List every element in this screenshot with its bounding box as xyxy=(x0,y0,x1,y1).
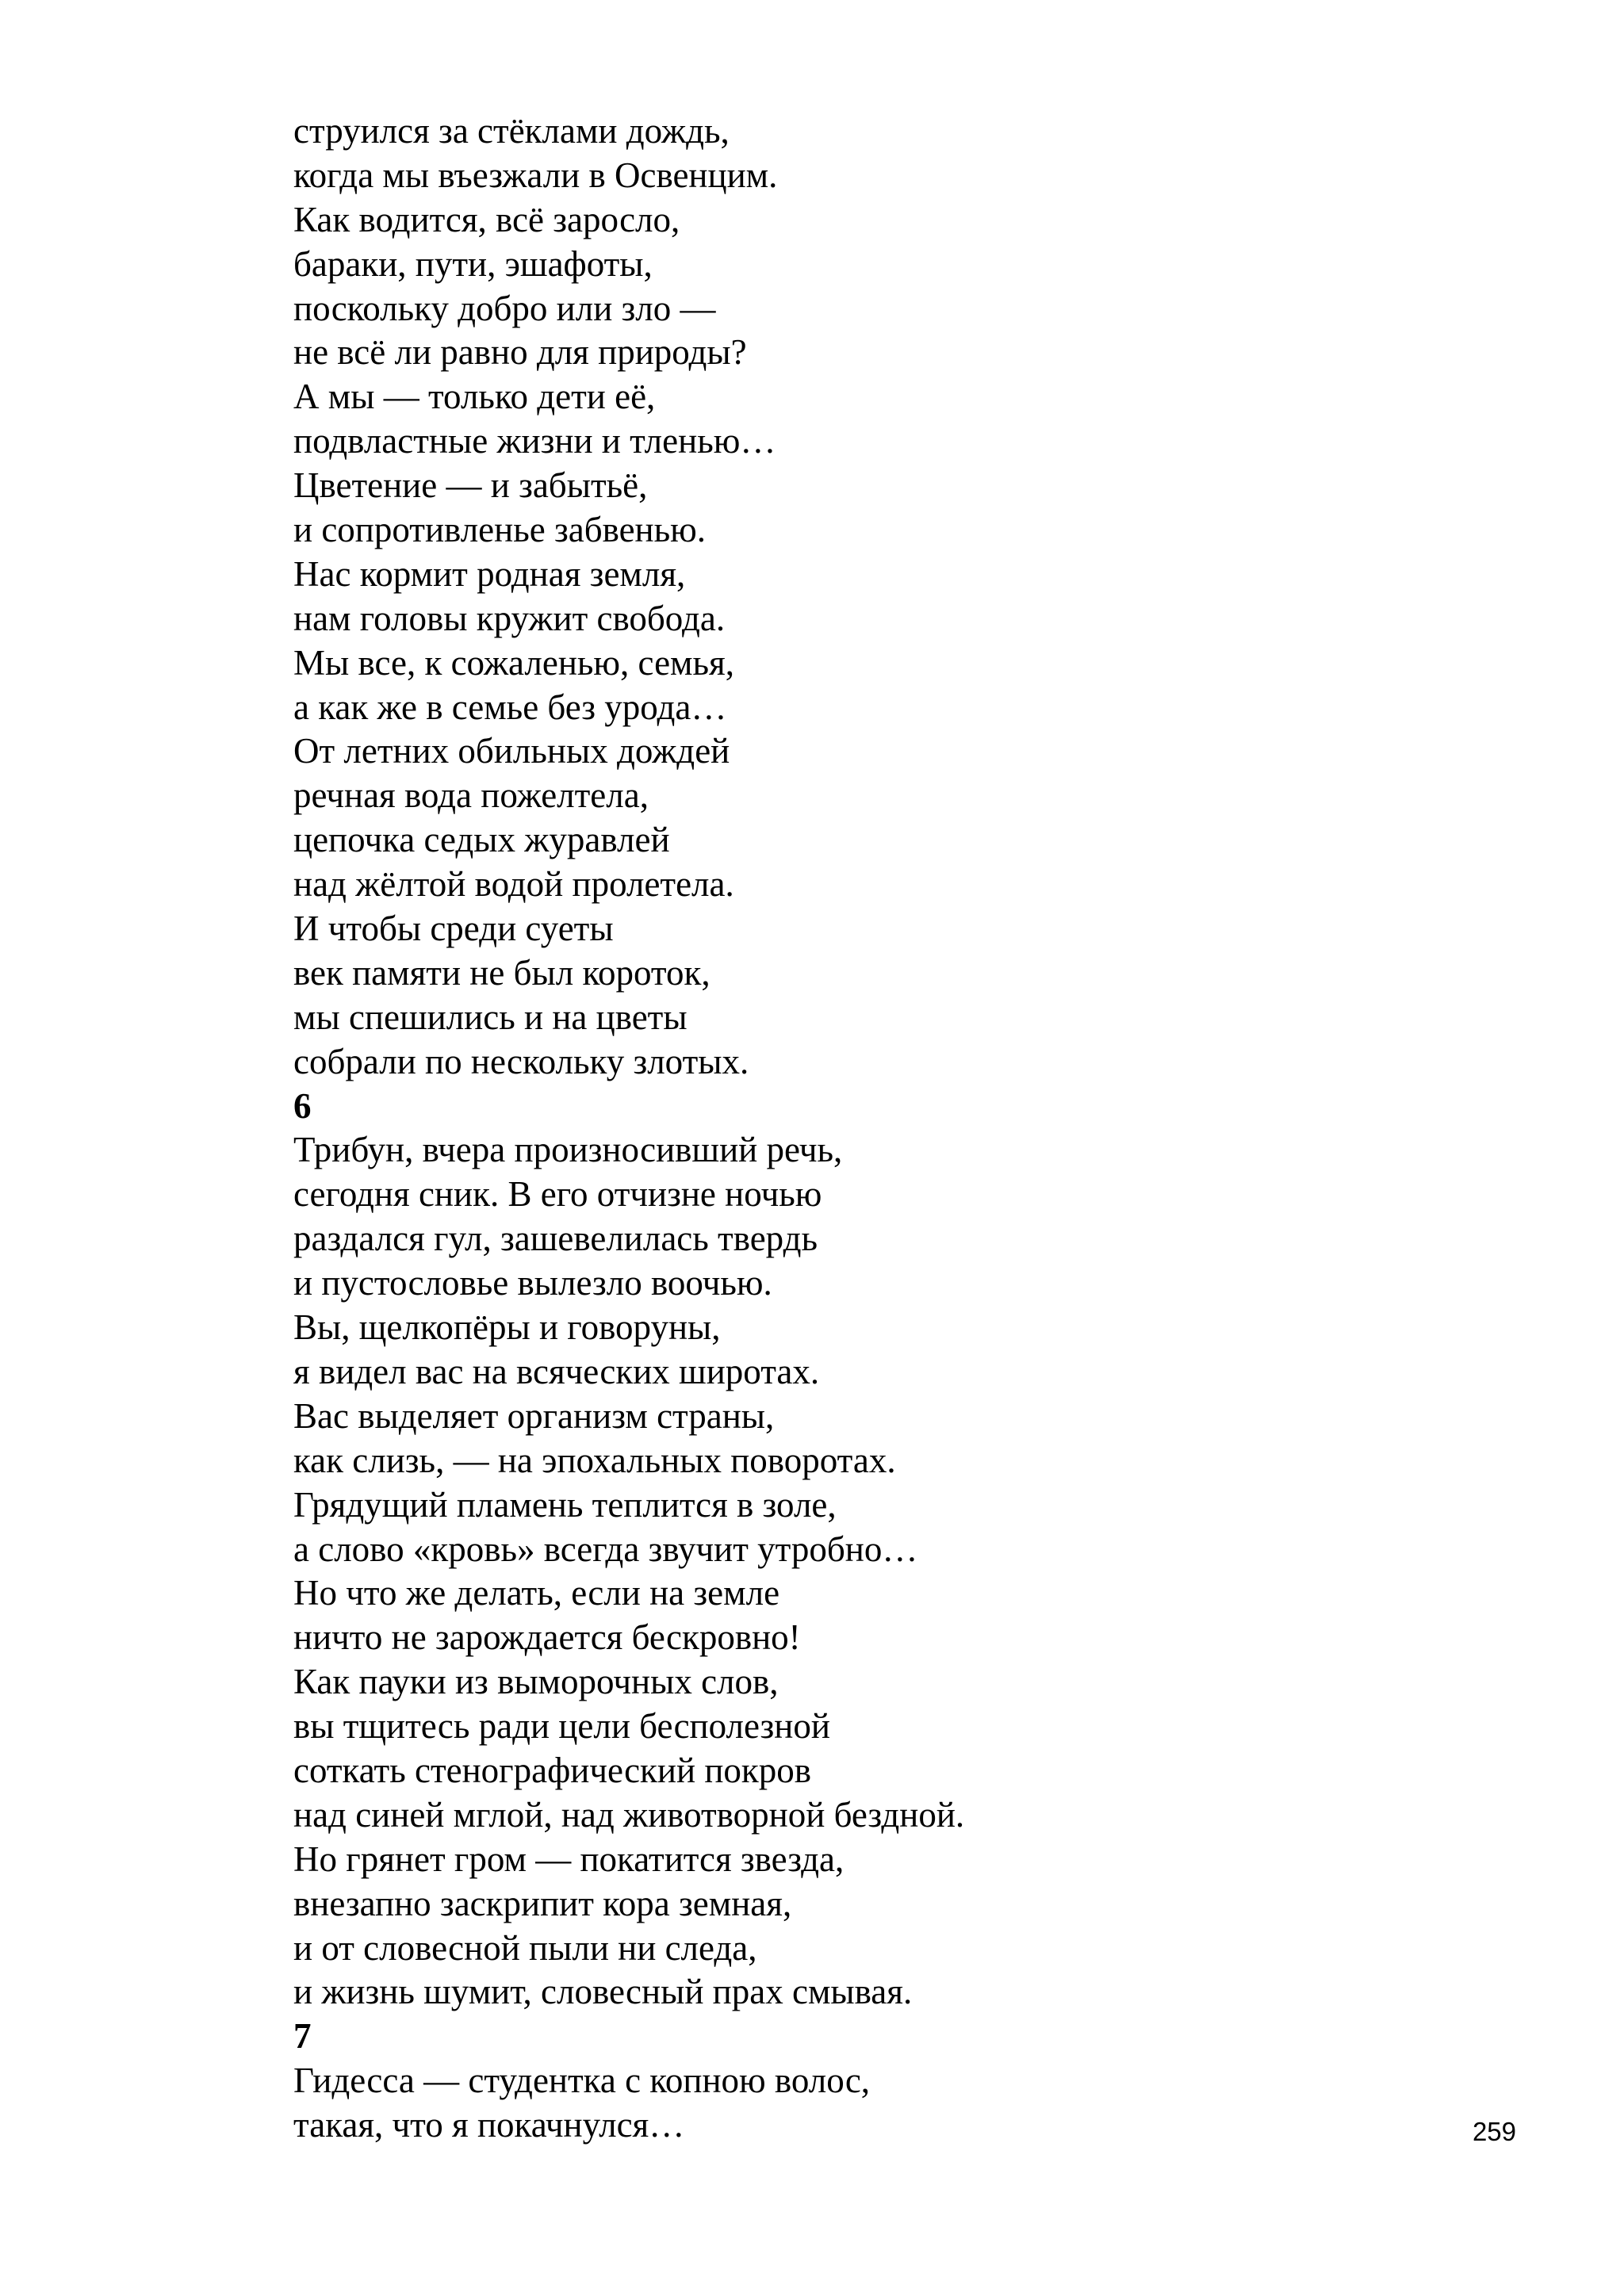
poem-line: не всё ли равно для природы? xyxy=(293,332,747,373)
poem-line: мы спешились и на цветы xyxy=(293,997,688,1037)
poem-line: над жёлтой водой пролетела. xyxy=(293,864,734,905)
poem-line: сегодня сник. В его отчизне ночью xyxy=(293,1174,822,1215)
poem-line: ничто не зарождается бескровно! xyxy=(293,1617,801,1658)
poem-line: речная вода пожелтела, xyxy=(293,775,649,816)
poem-line: струился за стёклами дождь, xyxy=(293,111,730,151)
poem-line: и пустословье вылезло воочью. xyxy=(293,1263,772,1303)
poem-line: Как водится, всё заросло, xyxy=(293,199,680,239)
poem-line: бараки, пути, эшафоты, xyxy=(293,243,653,284)
section-number-6: 6 xyxy=(293,1085,312,1126)
poem-line: а слово «кровь» всегда звучит утробно… xyxy=(293,1529,918,1569)
poem-line: Мы все, к сожаленью, семья, xyxy=(293,642,734,683)
poem-line: Вас выделяет организм страны, xyxy=(293,1395,775,1436)
poem-line: поскольку добро или зло — xyxy=(293,288,716,328)
poem-line: соткать стенографический покров xyxy=(293,1750,812,1790)
poem-line: как слизь, — на эпохальных поворотах. xyxy=(293,1440,896,1480)
poem-line: а как же в семье без урода… xyxy=(293,687,727,727)
poem-line: Вы, щелкопёры и говоруны, xyxy=(293,1307,721,1348)
poem-line: Гидесса — студентка с копною волос, xyxy=(293,2061,871,2101)
poem-line: А мы — только дети её, xyxy=(293,377,656,417)
poem-line: цепочка седых журавлей xyxy=(293,820,670,860)
poem-line: Грядущий пламень теплится в золе, xyxy=(293,1484,837,1525)
poem-line: Как пауки из выморочных слов, xyxy=(293,1662,779,1702)
poem-line: раздался гул, зашевелилась твердь xyxy=(293,1219,818,1259)
poem-line: Трибун, вчера произносивший речь, xyxy=(293,1130,843,1170)
poem-line: такая, что я покачнулся… xyxy=(293,2105,685,2145)
poem-line: век памяти не был короток, xyxy=(293,952,710,993)
poem-line: собрали по нескольку злотых. xyxy=(293,1041,749,1081)
poem-line: и жизнь шумит, словесный прах смывая. xyxy=(293,1972,913,2012)
poem-line: над синей мглой, над животворной бездной. xyxy=(293,1794,965,1835)
poem-line: Но грянет гром — покатится звезда, xyxy=(293,1839,845,1879)
stanza-c xyxy=(293,2059,1483,2148)
section-number-7: 7 xyxy=(293,2016,312,2057)
poem-line: Нас кормит родная земля, xyxy=(293,553,686,594)
poem-line: Цветение — и забытьё, xyxy=(293,465,648,506)
poem-line: вы тщитесь ради цели бесполезной xyxy=(293,1706,830,1747)
poem-line: и от словесной пыли ни следа, xyxy=(293,1927,757,1968)
poem-line: когда мы въезжали в Освенцим. xyxy=(293,155,778,195)
poem-line: я видел вас на всяческих широтах. xyxy=(293,1351,820,1391)
poem-line: От летних обильных дождей xyxy=(293,731,730,771)
poem-line: Но что же делать, если на земле xyxy=(293,1573,780,1613)
poem-line: подвластные жизни и тленью… xyxy=(293,421,776,461)
poem-text xyxy=(293,109,1483,2148)
poem-line: и сопротивленье забвенью. xyxy=(293,510,707,550)
stanza-b xyxy=(293,1128,1483,2015)
stanza-a xyxy=(293,109,1483,1085)
page-number: 259 xyxy=(1472,2117,1516,2146)
poem-line: И чтобы среди суеты xyxy=(293,909,614,949)
poem-line: нам головы кружит свобода. xyxy=(293,598,726,638)
poem-line: внезапно заскрипит кора земная, xyxy=(293,1883,792,1923)
